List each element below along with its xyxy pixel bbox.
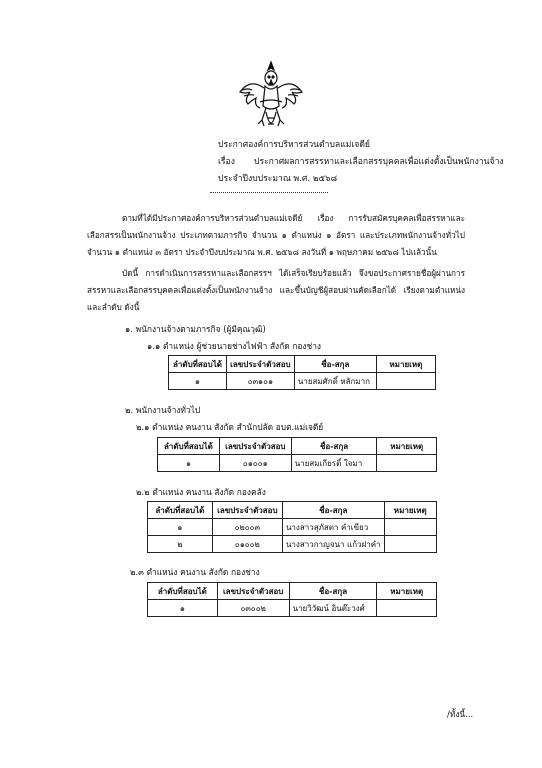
col-rank-header: ลำดับที่สอบได้ (148, 583, 218, 600)
section-1-1-title: ๑.๑ ตำแหน่ง ผู้ช่วยนายช่างไฟฟ้า สังกัด กองช่าง (147, 341, 321, 351)
cell-rank: ๑ (148, 600, 218, 617)
col-note-header: หมายเหตุ (384, 502, 436, 519)
cell-name: นายวิวัฒน์ อินต๊ะวงศ์ (289, 600, 377, 617)
divider (210, 192, 328, 193)
fiscal-year: ประจำปีงบประมาณ พ.ศ. ๒๕๖๘ (218, 174, 338, 184)
cell-note (377, 455, 437, 472)
table-row (148, 519, 437, 536)
col-exam-no-header: เลขประจำตัวสอบ (219, 438, 291, 455)
col-rank-header: ลำดับที่สอบได้ (169, 356, 227, 373)
subject-text: ประกาศผลการสรรหาและเลือกสรรบุคคลเพื่อแต่งตั้งเป็นพนักงานจ้าง (254, 157, 504, 167)
cell-exam-no: ๐๑๐๐๒ (212, 536, 282, 553)
cell-name: นางสาวสุภัสตา คำเขียว (282, 519, 384, 536)
table-2-2 (147, 501, 437, 553)
col-note-header: หมายเหตุ (376, 356, 435, 373)
announcement-subject (218, 154, 504, 168)
section-2-3-title: ๒.๓ ตำแหน่ง คนงาน สังกัด กองช่าง (130, 567, 260, 577)
table-header-row (169, 356, 436, 373)
cell-exam-no: ๐๓๐๐๒ (217, 600, 289, 617)
col-name-header: ชื่อ-สกุล (289, 583, 377, 600)
table-header-row (148, 502, 437, 519)
paragraph-1: ตามที่ได้มีประกาศองค์การบริหารส่วนตำบลแม่เจดีย์ เรื่อง การรับสมัครบุคคลเพื่อสรรหาและเลือกสรรเป็นพนักงานจ้าง ประเภทตามภารกิจ จำนวน ๑ ตำแหน่ง ๑ อัตรา และประเภทพนักงานจ้างทั่วไป จำนวน ๑ ตำแหน่ง ๓ อัตรา ประจำปีงบประมาณ พ.ศ. ๒๕๖๘ ลงวันที่ ๑ พฤษภาคม ๒๕๖๘ ไปแล้วนั้น (87, 213, 465, 257)
table-header-row (148, 583, 437, 600)
table-header-row (158, 438, 437, 455)
cell-exam-no: ๐๒๐๐๓ (212, 519, 282, 536)
table-row (169, 373, 436, 390)
col-exam-no-header: เลขประจำตัวสอบ (217, 583, 289, 600)
paragraph-2: บัดนี้ การดำเนินการสรรหาและเลือกสรรฯ ได้เสร็จเรียบร้อยแล้ว จึงขอประกาศรายชื่อผู้ผ่านการสรรหาและเลือกสรรบุคคลเพื่อแต่งตั้งเป็นพนักงานจ้าง และขึ้นบัญชีผู้สอบผ่านคัดเลือกได้ เรียงตามตำแหน่งและลำดับ ดังนี้ (87, 268, 465, 312)
cell-rank: ๑ (148, 519, 213, 536)
cell-rank: ๑ (158, 455, 220, 472)
col-name-header: ชื่อ-สกุล (294, 356, 376, 373)
cell-note (384, 536, 436, 553)
cell-name: นายสมศักดิ์ หลักมาก (294, 373, 376, 390)
cell-rank: ๑ (169, 373, 227, 390)
cell-name: นางสาวกาญจนา แก้วฝาคำ (282, 536, 384, 553)
col-note-header: หมายเหตุ (377, 583, 437, 600)
section-2-2-title: ๒.๒ ตำแหน่ง คนงาน สังกัด กองคลัง (136, 487, 266, 497)
cell-note (376, 373, 435, 390)
section-2-1-title: ๒.๑ ตำแหน่ง คนงาน สังกัด สำนักปลัด อบต.แม่เจดีย์ (136, 422, 324, 432)
col-name-header: ชื่อ-สกุล (282, 502, 384, 519)
col-rank-header: ลำดับที่สอบได้ (158, 438, 220, 455)
table-2-1 (157, 437, 437, 472)
table-row (158, 455, 437, 472)
section-2-title: ๒. พนักงานจ้างทั่วไป (125, 405, 201, 415)
col-note-header: หมายเหตุ (377, 438, 437, 455)
cell-note (384, 519, 436, 536)
cell-name: นายสมเกียรติ์ ใจมา (291, 455, 377, 472)
col-exam-no-header: เลขประจำตัวสอบ (226, 356, 294, 373)
continued-marker: /ทั้งนี้... (447, 709, 474, 719)
cell-note (377, 600, 437, 617)
cell-rank: ๒ (148, 536, 213, 553)
table-1-1 (168, 355, 436, 390)
table-row (148, 536, 437, 553)
table-2-3 (147, 582, 437, 617)
col-exam-no-header: เลขประจำตัวสอบ (212, 502, 282, 519)
announcement-org: ประกาศองค์การบริหารส่วนตำบลแม่เจดีย์ (218, 140, 370, 150)
garuda-emblem (236, 58, 306, 138)
cell-exam-no: ๐๑๐๐๑ (219, 455, 291, 472)
table-row (148, 600, 437, 617)
col-name-header: ชื่อ-สกุล (291, 438, 377, 455)
cell-exam-no: ๐๓๑๐๑ (226, 373, 294, 390)
col-rank-header: ลำดับที่สอบได้ (148, 502, 213, 519)
subject-label: เรื่อง (218, 157, 235, 167)
section-1-title: ๑. พนักงานจ้างตามภารกิจ (ผู้มีคุณวุฒิ) (125, 324, 266, 334)
